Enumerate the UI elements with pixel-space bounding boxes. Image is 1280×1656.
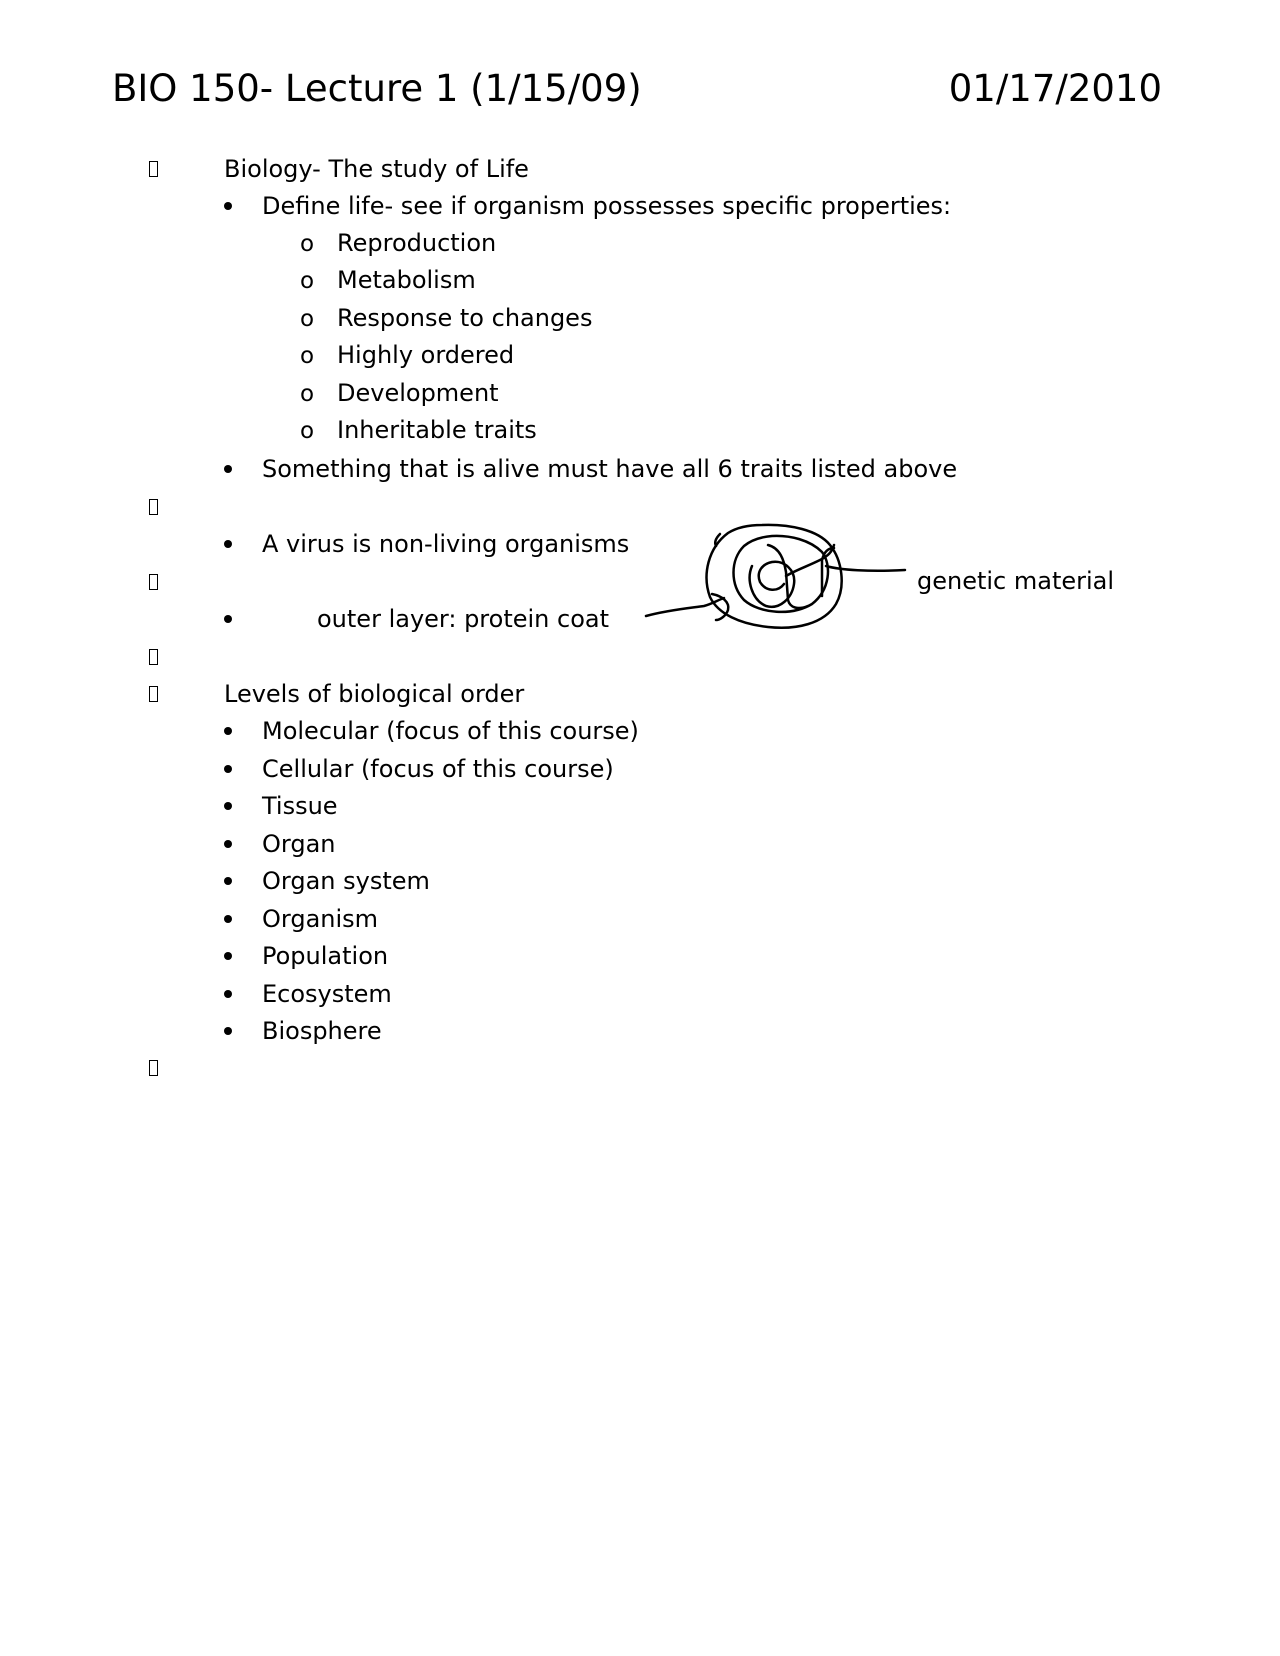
sub-bullet-marker: o — [300, 268, 315, 294]
sub-bullet-marker: o — [300, 381, 315, 407]
level-item: Organism — [262, 905, 379, 933]
bullet-icon — [224, 727, 232, 735]
level-item: Organ system — [262, 867, 430, 895]
define-life-item: Define life- see if organism possesses specific properties: — [262, 192, 952, 220]
property-item: Inheritable traits — [337, 416, 537, 444]
lecture-date: 01/17/2010 — [948, 67, 1162, 110]
genetic-material-pointer — [826, 566, 905, 571]
bullet-icon — [224, 990, 232, 998]
unknown-glyph-icon — [149, 1060, 158, 1076]
sub-bullet-marker: o — [300, 306, 315, 332]
virus-statement: A virus is non-living organisms — [262, 530, 630, 558]
bullet-icon — [224, 1027, 232, 1035]
bullet-icon — [224, 952, 232, 960]
bullet-icon — [224, 765, 232, 773]
property-item: Development — [337, 379, 499, 407]
unknown-glyph-icon — [149, 649, 158, 665]
level-item: Molecular (focus of this course) — [262, 717, 639, 745]
property-item: Highly ordered — [337, 341, 515, 369]
level-item: Organ — [262, 830, 336, 858]
virus-genetic-label: genetic material — [917, 567, 1115, 595]
virus-outer-coat-inner — [734, 536, 828, 612]
property-item: Reproduction — [337, 229, 497, 257]
bullet-icon — [224, 915, 232, 923]
unknown-glyph-icon — [149, 686, 158, 702]
lecture-title: BIO 150- Lecture 1 (1/15/09) — [112, 67, 642, 110]
section-heading-biology: Biology- The study of Life — [224, 155, 529, 183]
virus-outer-label: outer layer: protein coat — [317, 605, 610, 633]
level-item: Population — [262, 942, 389, 970]
level-item: Cellular (focus of this course) — [262, 755, 614, 783]
bullet-icon — [224, 877, 232, 885]
bullet-icon — [224, 840, 232, 848]
sub-bullet-marker: o — [300, 418, 315, 444]
alive-summary-item: Something that is alive must have all 6 traits listed above — [262, 455, 958, 483]
level-item: Biosphere — [262, 1017, 382, 1045]
sub-bullet-marker: o — [300, 343, 315, 369]
bullet-icon — [224, 802, 232, 810]
section-heading-levels: Levels of biological order — [224, 680, 525, 708]
level-item: Tissue — [262, 792, 338, 820]
sub-bullet-marker: o — [300, 231, 315, 257]
property-item: Metabolism — [337, 266, 476, 294]
property-item: Response to changes — [337, 304, 593, 332]
level-item: Ecosystem — [262, 980, 392, 1008]
